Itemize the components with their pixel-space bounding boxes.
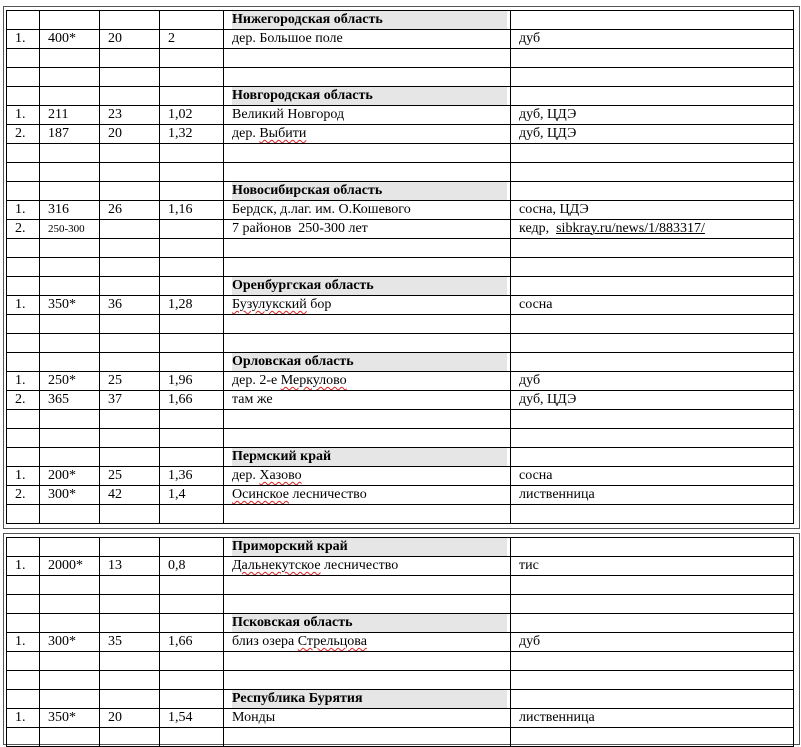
cell-age: 316	[40, 201, 100, 220]
table-row	[7, 410, 794, 429]
cell-col3	[100, 429, 160, 448]
cell-note	[511, 353, 794, 372]
cell-number	[7, 334, 40, 353]
cell-note	[511, 49, 794, 68]
cell-note	[511, 410, 794, 429]
cell-number	[7, 410, 40, 429]
cell-col3	[100, 11, 160, 30]
cell-age	[40, 576, 100, 595]
table-row	[7, 11, 794, 30]
cell-number	[7, 315, 40, 334]
cell-number	[7, 163, 40, 182]
cell-age	[40, 652, 100, 671]
table-row	[7, 633, 794, 652]
table-row	[7, 296, 794, 315]
cell-place	[224, 595, 511, 614]
table-row	[7, 30, 794, 49]
cell-age	[40, 728, 100, 747]
cell-number: 2.	[7, 220, 40, 239]
cell-age: 300*	[40, 486, 100, 505]
cell-age: 250*	[40, 372, 100, 391]
table-row	[7, 163, 794, 182]
table-row	[7, 182, 794, 201]
cell-note	[511, 315, 794, 334]
cell-number	[7, 614, 40, 633]
cell-col4: 1,36	[160, 467, 224, 486]
cell-number: 1.	[7, 557, 40, 576]
region-title: Псковская область	[232, 614, 507, 632]
cell-col3	[100, 239, 160, 258]
cell-age	[40, 182, 100, 201]
cell-place	[224, 315, 511, 334]
place-flagged-word: Бузулукский	[232, 297, 307, 312]
cell-age	[40, 239, 100, 258]
cell-col4: 2	[160, 30, 224, 49]
cell-number: 1.	[7, 30, 40, 49]
place-text: бор	[306, 297, 332, 312]
cell-col3	[100, 614, 160, 633]
cell-col3	[100, 315, 160, 334]
cell-col3	[100, 87, 160, 106]
cell-col4	[160, 448, 224, 467]
cell-number	[7, 68, 40, 87]
place-flagged-word: Дальнекутское	[232, 558, 321, 573]
cell-number	[7, 258, 40, 277]
cell-number: 1.	[7, 296, 40, 315]
cell-note	[511, 334, 794, 353]
cell-age	[40, 334, 100, 353]
cell-note	[511, 576, 794, 595]
cell-age	[40, 690, 100, 709]
cell-col3: 36	[100, 296, 160, 315]
cell-place	[224, 690, 511, 709]
cell-col3	[100, 728, 160, 747]
cell-number	[7, 448, 40, 467]
cell-age: 2000*	[40, 557, 100, 576]
table-row	[7, 429, 794, 448]
cell-col3	[100, 448, 160, 467]
cell-number	[7, 11, 40, 30]
table-row	[7, 49, 794, 68]
cell-number: 1.	[7, 201, 40, 220]
cell-col4	[160, 429, 224, 448]
cell-note: лиственница	[511, 486, 794, 505]
cell-col3: 35	[100, 633, 160, 652]
cell-age	[40, 49, 100, 68]
cell-col4	[160, 505, 224, 524]
table-row	[7, 557, 794, 576]
cell-col4: 1,54	[160, 709, 224, 728]
cell-col3: 26	[100, 201, 160, 220]
cell-place	[224, 671, 511, 690]
cell-age: 300*	[40, 633, 100, 652]
cell-col4	[160, 49, 224, 68]
cell-age	[40, 595, 100, 614]
cell-col4	[160, 671, 224, 690]
cell-col4	[160, 353, 224, 372]
cell-col3	[100, 68, 160, 87]
cell-note: тис	[511, 557, 794, 576]
cell-note	[511, 505, 794, 524]
cell-col3	[100, 277, 160, 296]
cell-age: 200*	[40, 467, 100, 486]
cell-place	[224, 505, 511, 524]
cell-place: Бердск, д.лаг. им. О.Кошевого	[224, 201, 511, 220]
region-title: Новгородская область	[232, 87, 507, 105]
table-row	[7, 125, 794, 144]
cell-place	[224, 652, 511, 671]
cell-note: лиственница	[511, 709, 794, 728]
table-row	[7, 538, 794, 557]
cell-note	[511, 144, 794, 163]
cell-col3	[100, 49, 160, 68]
cell-col3: 20	[100, 709, 160, 728]
cell-number	[7, 87, 40, 106]
cell-note	[511, 652, 794, 671]
cell-number	[7, 505, 40, 524]
table-row	[7, 201, 794, 220]
cell-number: 2.	[7, 125, 40, 144]
cell-col4: 0,8	[160, 557, 224, 576]
place-flagged-word: Выбити	[259, 126, 307, 141]
cell-note	[511, 258, 794, 277]
cell-col4: 1,66	[160, 391, 224, 410]
table-row	[7, 467, 794, 486]
table-row	[7, 448, 794, 467]
cell-number	[7, 576, 40, 595]
cell-place	[224, 353, 511, 372]
cell-place	[224, 182, 511, 201]
cell-age	[40, 87, 100, 106]
cell-col4: 1,16	[160, 201, 224, 220]
cell-place	[224, 538, 511, 557]
cell-note	[511, 163, 794, 182]
cell-col3	[100, 595, 160, 614]
cell-number: 2.	[7, 391, 40, 410]
place-text: близ озера	[232, 634, 298, 649]
cell-number	[7, 353, 40, 372]
cell-note: дуб, ЦДЭ	[511, 125, 794, 144]
cell-col4	[160, 690, 224, 709]
cell-col3: 37	[100, 391, 160, 410]
cell-note	[511, 429, 794, 448]
cell-note	[511, 728, 794, 747]
table-row	[7, 315, 794, 334]
region-title: Оренбургская область	[232, 277, 507, 295]
cell-place	[224, 239, 511, 258]
table-row	[7, 372, 794, 391]
cell-note	[511, 614, 794, 633]
cell-place	[224, 144, 511, 163]
cell-place	[224, 258, 511, 277]
cell-place: 7 районов 250-300 лет	[224, 220, 511, 239]
cell-col3: 42	[100, 486, 160, 505]
cell-col4	[160, 258, 224, 277]
cell-col4	[160, 315, 224, 334]
cell-note	[511, 220, 794, 239]
cell-note	[511, 11, 794, 30]
cell-note	[511, 538, 794, 557]
cell-col3: 25	[100, 372, 160, 391]
cell-place	[224, 334, 511, 353]
cell-col4	[160, 163, 224, 182]
place-flagged-word: Меркулово	[280, 373, 347, 388]
table-row	[7, 690, 794, 709]
cell-number: 1.	[7, 106, 40, 125]
cell-number: 1.	[7, 372, 40, 391]
cell-age	[40, 68, 100, 87]
cell-place	[224, 87, 511, 106]
cell-age	[40, 429, 100, 448]
cell-note: дуб, ЦДЭ	[511, 391, 794, 410]
cell-col3	[100, 671, 160, 690]
cell-col4	[160, 220, 224, 239]
cell-col3: 13	[100, 557, 160, 576]
trees-table-top	[6, 10, 794, 524]
cell-col4	[160, 652, 224, 671]
cell-col3	[100, 144, 160, 163]
table-row	[7, 486, 794, 505]
cell-place	[224, 11, 511, 30]
cell-col4	[160, 182, 224, 201]
cell-place	[224, 410, 511, 429]
cell-note	[511, 690, 794, 709]
cell-col3	[100, 410, 160, 429]
cell-age: 187	[40, 125, 100, 144]
trees-table-bottom	[6, 537, 794, 747]
cell-note	[511, 671, 794, 690]
cell-number	[7, 652, 40, 671]
cell-col3	[100, 538, 160, 557]
cell-note	[511, 448, 794, 467]
cell-note	[511, 277, 794, 296]
region-title: Республика Бурятия	[232, 690, 507, 708]
cell-col3: 20	[100, 30, 160, 49]
cell-place	[224, 429, 511, 448]
cell-age: 400*	[40, 30, 100, 49]
cell-number	[7, 728, 40, 747]
cell-place	[224, 486, 511, 505]
cell-note: дуб	[511, 30, 794, 49]
cell-note	[511, 87, 794, 106]
table-row	[7, 334, 794, 353]
cell-note: сосна, ЦДЭ	[511, 201, 794, 220]
cell-place	[224, 49, 511, 68]
cell-col4	[160, 239, 224, 258]
cell-place	[224, 633, 511, 652]
cell-number	[7, 182, 40, 201]
cell-number	[7, 277, 40, 296]
cell-age	[40, 538, 100, 557]
cell-age	[40, 410, 100, 429]
table-row	[7, 220, 794, 239]
cell-age	[40, 277, 100, 296]
cell-number: 1.	[7, 709, 40, 728]
cell-col3	[100, 353, 160, 372]
cell-age	[40, 258, 100, 277]
cell-age	[40, 448, 100, 467]
cell-col4: 1,66	[160, 633, 224, 652]
cell-note: сосна	[511, 296, 794, 315]
cell-col4: 1,28	[160, 296, 224, 315]
cell-note: сосна	[511, 467, 794, 486]
table-row	[7, 277, 794, 296]
table-row	[7, 144, 794, 163]
region-title: Приморский край	[232, 538, 507, 556]
cell-col4	[160, 277, 224, 296]
table-row	[7, 709, 794, 728]
cell-col4	[160, 87, 224, 106]
cell-number	[7, 690, 40, 709]
cell-note	[511, 182, 794, 201]
cell-col4	[160, 576, 224, 595]
cell-note	[511, 595, 794, 614]
table-row	[7, 68, 794, 87]
cell-number	[7, 595, 40, 614]
place-text: лесничество	[320, 558, 399, 573]
cell-age: 250-300	[40, 220, 100, 239]
cell-place	[224, 372, 511, 391]
cell-col3	[100, 652, 160, 671]
cell-age	[40, 671, 100, 690]
cell-place	[224, 557, 511, 576]
cell-place	[224, 614, 511, 633]
table-row	[7, 353, 794, 372]
cell-note	[511, 68, 794, 87]
cell-col4	[160, 144, 224, 163]
cell-col4	[160, 334, 224, 353]
cell-col3	[100, 182, 160, 201]
cell-col3: 20	[100, 125, 160, 144]
cell-number	[7, 538, 40, 557]
cell-number	[7, 671, 40, 690]
cell-place	[224, 576, 511, 595]
place-text: дер. 2-е	[232, 373, 281, 388]
cell-col3	[100, 220, 160, 239]
table-row	[7, 106, 794, 125]
table-row	[7, 391, 794, 410]
cell-age	[40, 144, 100, 163]
place-flagged-word: Осинское	[232, 487, 289, 502]
cell-number: 1.	[7, 633, 40, 652]
region-title: Пермский край	[232, 448, 507, 466]
cell-col3	[100, 690, 160, 709]
place-flagged-word: Хазово	[259, 468, 302, 483]
cell-col4	[160, 68, 224, 87]
cell-note: дуб	[511, 372, 794, 391]
table-row	[7, 505, 794, 524]
cell-col3	[100, 163, 160, 182]
cell-number: 2.	[7, 486, 40, 505]
cell-age	[40, 11, 100, 30]
cell-age: 211	[40, 106, 100, 125]
region-title: Нижегородская область	[232, 11, 507, 29]
place-flagged-word: Стрельцова	[297, 634, 367, 649]
note-text: кедр,	[519, 221, 557, 236]
cell-col3: 23	[100, 106, 160, 125]
cell-place	[224, 728, 511, 747]
cell-number: 1.	[7, 467, 40, 486]
cell-col3	[100, 505, 160, 524]
cell-note	[511, 239, 794, 258]
cell-place: Великий Новгород	[224, 106, 511, 125]
place-text: дер.	[232, 468, 260, 483]
cell-place: дер. Большое поле	[224, 30, 511, 49]
cell-place	[224, 277, 511, 296]
cell-number	[7, 144, 40, 163]
cell-age: 350*	[40, 296, 100, 315]
cell-col4	[160, 595, 224, 614]
table-row	[7, 652, 794, 671]
cell-age	[40, 353, 100, 372]
cell-age	[40, 315, 100, 334]
cell-age	[40, 505, 100, 524]
table-row	[7, 258, 794, 277]
place-text: лесничество	[289, 487, 367, 502]
table-row	[7, 576, 794, 595]
cell-age	[40, 163, 100, 182]
cell-col4	[160, 11, 224, 30]
cell-number	[7, 429, 40, 448]
region-title: Орловская область	[232, 353, 507, 371]
cell-col4	[160, 538, 224, 557]
cell-col4: 1,32	[160, 125, 224, 144]
table-row	[7, 614, 794, 633]
cell-col4	[160, 614, 224, 633]
cell-place	[224, 125, 511, 144]
table-row	[7, 728, 794, 747]
table-row	[7, 595, 794, 614]
cell-col3	[100, 258, 160, 277]
cell-place	[224, 467, 511, 486]
cell-age	[40, 614, 100, 633]
cell-age: 350*	[40, 709, 100, 728]
cell-col3: 25	[100, 467, 160, 486]
source-link[interactable]: sibkray.ru/news/1/883317/	[556, 221, 705, 236]
cell-age: 365	[40, 391, 100, 410]
cell-place: там же	[224, 391, 511, 410]
cell-col3	[100, 334, 160, 353]
cell-col4: 1,4	[160, 486, 224, 505]
cell-note: дуб, ЦДЭ	[511, 106, 794, 125]
cell-col4	[160, 728, 224, 747]
region-title: Новосибирская область	[232, 182, 507, 200]
cell-number	[7, 49, 40, 68]
cell-col4: 1,02	[160, 106, 224, 125]
cell-place	[224, 448, 511, 467]
cell-place	[224, 163, 511, 182]
cell-number	[7, 239, 40, 258]
table-row	[7, 239, 794, 258]
cell-place	[224, 68, 511, 87]
table-row	[7, 671, 794, 690]
cell-place: Монды	[224, 709, 511, 728]
cell-col4: 1,96	[160, 372, 224, 391]
table-row	[7, 87, 794, 106]
cell-note: дуб	[511, 633, 794, 652]
cell-place	[224, 296, 511, 315]
place-text: дер.	[232, 126, 260, 141]
cell-col4	[160, 410, 224, 429]
cell-col3	[100, 576, 160, 595]
